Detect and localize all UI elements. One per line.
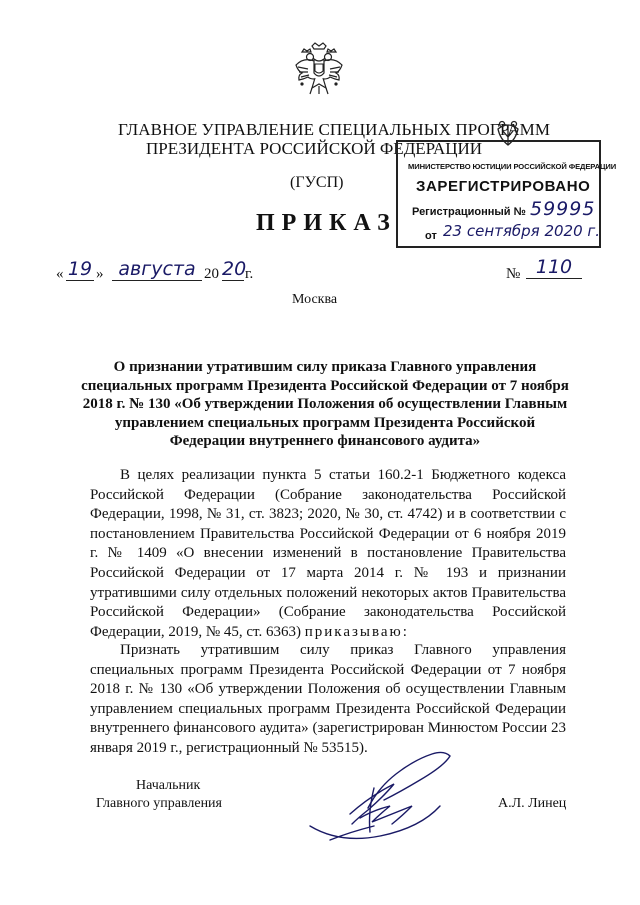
stamp-regnum: 59995 xyxy=(530,198,596,220)
date-day: 19 xyxy=(67,258,93,280)
stamp-ministry: МИНИСТЕРСТВО ЮСТИЦИИ РОССИЙСКОЙ ФЕДЕРАЦИИ xyxy=(408,162,617,171)
date-month: августа xyxy=(112,258,202,281)
order-number-label: № xyxy=(506,266,521,282)
order-word: приказываю: xyxy=(304,623,409,640)
body-paragraph-1 xyxy=(90,466,566,642)
agency-abbreviation: (ГУСП) xyxy=(290,174,344,191)
handwritten-signature xyxy=(290,748,480,858)
order-number: 110 xyxy=(526,256,582,279)
seal-mark-icon xyxy=(490,115,526,151)
document-type-heading: ПРИКАЗ xyxy=(256,210,397,236)
agency-name-line1: ГЛАВНОЕ УПРАВЛЕНИЕ СПЕЦИАЛЬНЫХ ПРОГРАММ xyxy=(118,120,551,139)
stamp-regnum-label: Регистрационный № xyxy=(412,206,526,218)
date-year-mark: г. xyxy=(245,266,254,282)
date-close-quote: » xyxy=(96,266,104,282)
date-year-suffix: 20 xyxy=(222,258,247,280)
stamp-date-label: от xyxy=(425,230,437,242)
agency-name-line2: ПРЕЗИДЕНТА РОССИЙСКОЙ ФЕДЕРАЦИИ xyxy=(146,139,483,158)
order-title: О признании утратившим силу приказа Главного управления специальных программ Президента Российской Федерации от 7 ноября 2018 г. № 130 «Об утверждении Положения об осуществлении Главным управлением специальных программ Президента Российской Федерации внутреннего финансового аудита» xyxy=(81,359,569,449)
city: Москва xyxy=(292,292,338,307)
signatory-position-line2: Главного управления xyxy=(96,796,222,811)
date-year-prefix: 20 xyxy=(204,266,219,282)
signatory-position-line1: Начальник xyxy=(136,778,201,793)
stamp-date: 23 сентября 2020 г. xyxy=(443,222,601,240)
body-paragraph-1-text: В целях реализации пункта 5 статьи 160.2-1 Бюджетного кодекса Российской Федерации (Собрание законодательства Российской Федерации, 1998, № 31, ст. 3823; 2020, № 30, ст. 4742) и в соответствии с постановлением Правительства Российской Федерации от 6 ноября 2019 г. № 1409 «О внесении изменений в постановление Правительства Российской Федерации от 17 марта 2014 г. № 193 и признании утратившими силу отдельных положений некоторых актов Правительства Российской Федерации» (Собрание законодательства Российской Федерации, 2019, № 45, ст. 6363) xyxy=(90,467,566,640)
signatory-name: А.Л. Линец xyxy=(498,796,567,811)
body-paragraph-2: Признать утратившим силу приказ Главного управления специальных программ Президента Российской Федерации от 7 ноября 2018 г. № 130 «Об утверждении Положения об осуществлении Главным управлением специальных программ Президента Российской Федерации внутреннего финансового аудита» (зарегистрирован Минюстом России 23 января 2019 г., регистрационный № 53515). xyxy=(90,642,566,756)
stamp-registered: ЗАРЕГИСТРИРОВАНО xyxy=(416,178,591,195)
coat-of-arms-icon xyxy=(288,40,350,102)
date-open-quote: « xyxy=(56,266,64,282)
